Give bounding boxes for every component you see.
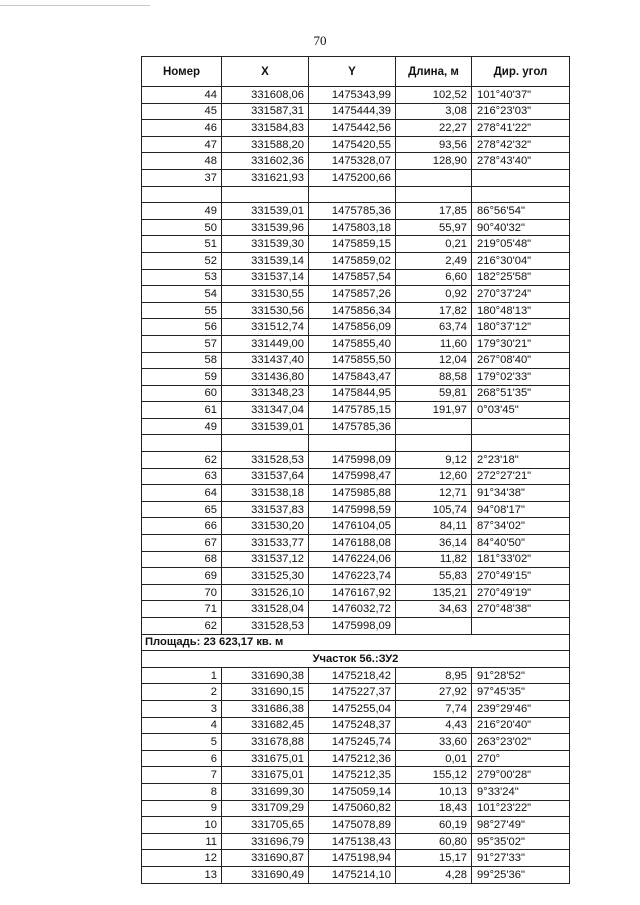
point-number: 56 — [142, 319, 222, 336]
y-coordinate: 1475998,09 — [309, 618, 396, 635]
x-coordinate: 331709,29 — [222, 800, 309, 817]
direction-angle: 2°23'18" — [472, 452, 570, 469]
table-row — [142, 866, 570, 883]
point-number: 68 — [142, 551, 222, 568]
y-coordinate: 1475078,89 — [309, 817, 396, 834]
x-coordinate: 331587,31 — [222, 103, 309, 120]
table-header-row — [142, 57, 570, 87]
table-row — [142, 750, 570, 767]
x-coordinate: 331686,38 — [222, 700, 309, 717]
x-coordinate: 331705,65 — [222, 817, 309, 834]
column-header: Длина, м — [396, 57, 472, 87]
length-value: 4,43 — [396, 717, 472, 734]
point-number: 52 — [142, 252, 222, 269]
x-coordinate: 331539,01 — [222, 418, 309, 435]
y-coordinate: 1475857,26 — [309, 286, 396, 303]
y-coordinate: 1475212,36 — [309, 750, 396, 767]
table-row — [142, 734, 570, 751]
direction-angle: 94°08'17" — [472, 501, 570, 518]
table-row — [142, 385, 570, 402]
point-number: 2 — [142, 684, 222, 701]
length-value: 128,90 — [396, 153, 472, 170]
x-coordinate: 331690,38 — [222, 667, 309, 684]
length-value: 102,52 — [396, 87, 472, 104]
point-number: 69 — [142, 568, 222, 585]
x-coordinate: 331675,01 — [222, 767, 309, 784]
direction-angle: 278°41'22" — [472, 120, 570, 137]
x-coordinate: 331690,15 — [222, 684, 309, 701]
direction-angle: 91°27'33" — [472, 850, 570, 867]
table-row — [142, 153, 570, 170]
table-row — [142, 302, 570, 319]
direction-angle — [472, 186, 570, 203]
table-row — [142, 767, 570, 784]
page-number: 70 — [313, 33, 327, 48]
length-value — [396, 186, 472, 203]
point-number: 70 — [142, 584, 222, 601]
direction-angle: 99°25'36" — [472, 866, 570, 883]
point-number: 64 — [142, 485, 222, 502]
point-number: 46 — [142, 120, 222, 137]
table-row — [142, 535, 570, 552]
length-value: 27,92 — [396, 684, 472, 701]
y-coordinate: 1475227,37 — [309, 684, 396, 701]
section-title: Участок 56.:ЗУ2 — [142, 651, 570, 668]
y-coordinate: 1475855,50 — [309, 352, 396, 369]
y-coordinate: 1475343,99 — [309, 87, 396, 104]
direction-angle: 86°56'54" — [472, 203, 570, 220]
table-row — [142, 833, 570, 850]
y-coordinate: 1475855,40 — [309, 335, 396, 352]
length-value: 11,82 — [396, 551, 472, 568]
x-coordinate: 331678,88 — [222, 734, 309, 751]
point-number: 61 — [142, 402, 222, 419]
table-row — [142, 850, 570, 867]
y-coordinate: 1475857,54 — [309, 269, 396, 286]
length-value: 4,28 — [396, 866, 472, 883]
point-number: 45 — [142, 103, 222, 120]
direction-angle: 90°40'32" — [472, 219, 570, 236]
direction-angle: 91°28'52" — [472, 667, 570, 684]
direction-angle: 216°23'03" — [472, 103, 570, 120]
direction-angle: 216°30'04" — [472, 252, 570, 269]
direction-angle: 278°42'32" — [472, 136, 570, 153]
length-value: 12,04 — [396, 352, 472, 369]
table-row — [142, 286, 570, 303]
direction-angle: 263°23'02" — [472, 734, 570, 751]
point-number: 10 — [142, 817, 222, 834]
y-coordinate: 1475785,15 — [309, 402, 396, 419]
table-row — [142, 203, 570, 220]
y-coordinate: 1475328,07 — [309, 153, 396, 170]
x-coordinate: 331584,83 — [222, 120, 309, 137]
x-coordinate: 331537,14 — [222, 269, 309, 286]
x-coordinate: 331675,01 — [222, 750, 309, 767]
x-coordinate: 331602,36 — [222, 153, 309, 170]
x-coordinate: 331528,53 — [222, 618, 309, 635]
point-number: 65 — [142, 501, 222, 518]
y-coordinate: 1475843,47 — [309, 369, 396, 386]
length-value: 17,85 — [396, 203, 472, 220]
length-value: 55,97 — [396, 219, 472, 236]
point-number: 4 — [142, 717, 222, 734]
direction-angle — [472, 169, 570, 186]
column-header: Номер — [142, 57, 222, 87]
point-number: 58 — [142, 352, 222, 369]
coordinates-table — [141, 56, 570, 884]
direction-angle: 180°37'12" — [472, 319, 570, 336]
length-value: 2,49 — [396, 252, 472, 269]
table-row — [142, 551, 570, 568]
table-row — [142, 169, 570, 186]
direction-angle: 180°48'13" — [472, 302, 570, 319]
direction-angle: 101°23'22" — [472, 800, 570, 817]
x-coordinate: 331449,00 — [222, 335, 309, 352]
x-coordinate: 331682,45 — [222, 717, 309, 734]
area-row — [142, 634, 570, 651]
length-value: 12,71 — [396, 485, 472, 502]
x-coordinate: 331690,87 — [222, 850, 309, 867]
x-coordinate: 331530,55 — [222, 286, 309, 303]
direction-angle: 270°49'19" — [472, 584, 570, 601]
x-coordinate: 331525,30 — [222, 568, 309, 585]
x-coordinate: 331530,56 — [222, 302, 309, 319]
point-number: 44 — [142, 87, 222, 104]
direction-angle: 270°37'24" — [472, 286, 570, 303]
direction-angle: 268°51'35" — [472, 385, 570, 402]
table-row — [142, 800, 570, 817]
length-value: 15,17 — [396, 850, 472, 867]
length-value: 105,74 — [396, 501, 472, 518]
length-value: 17,82 — [396, 302, 472, 319]
direction-angle — [472, 618, 570, 635]
direction-angle: 270° — [472, 750, 570, 767]
length-value: 8,95 — [396, 667, 472, 684]
point-number: 9 — [142, 800, 222, 817]
point-number — [142, 186, 222, 203]
y-coordinate: 1475859,02 — [309, 252, 396, 269]
x-coordinate — [222, 186, 309, 203]
y-coordinate: 1475059,14 — [309, 783, 396, 800]
x-coordinate: 331608,06 — [222, 87, 309, 104]
y-coordinate: 1475998,09 — [309, 452, 396, 469]
point-number: 66 — [142, 518, 222, 535]
table-row — [142, 601, 570, 618]
table-row — [142, 618, 570, 635]
length-value: 60,80 — [396, 833, 472, 850]
table-row — [142, 584, 570, 601]
length-value — [396, 618, 472, 635]
y-coordinate: 1475420,55 — [309, 136, 396, 153]
x-coordinate: 331512,74 — [222, 319, 309, 336]
section-row — [142, 651, 570, 668]
length-value: 34,63 — [396, 601, 472, 618]
x-coordinate: 331696,79 — [222, 833, 309, 850]
x-coordinate: 331539,96 — [222, 219, 309, 236]
length-value: 6,60 — [396, 269, 472, 286]
table-row — [142, 136, 570, 153]
point-number: 3 — [142, 700, 222, 717]
table-row — [142, 103, 570, 120]
table-row — [142, 252, 570, 269]
direction-angle: 0°03'45" — [472, 402, 570, 419]
table-row — [142, 236, 570, 253]
table-row — [142, 402, 570, 419]
point-number: 7 — [142, 767, 222, 784]
direction-angle: 279°00'28" — [472, 767, 570, 784]
direction-angle: 95°35'02" — [472, 833, 570, 850]
direction-angle: 181°33'02" — [472, 551, 570, 568]
length-value: 88,58 — [396, 369, 472, 386]
table-row — [142, 501, 570, 518]
point-number: 63 — [142, 468, 222, 485]
table-row — [142, 485, 570, 502]
table-row — [142, 369, 570, 386]
y-coordinate: 1475248,37 — [309, 717, 396, 734]
y-coordinate: 1475444,39 — [309, 103, 396, 120]
direction-angle: 9°33'24" — [472, 783, 570, 800]
direction-angle: 179°30'21" — [472, 335, 570, 352]
table-row — [142, 335, 570, 352]
y-coordinate: 1475803,18 — [309, 219, 396, 236]
point-number: 8 — [142, 783, 222, 800]
x-coordinate: 331690,49 — [222, 866, 309, 883]
length-value: 11,60 — [396, 335, 472, 352]
point-number: 59 — [142, 369, 222, 386]
table-row — [142, 717, 570, 734]
point-number: 11 — [142, 833, 222, 850]
table-row — [142, 468, 570, 485]
direction-angle: 91°34'38" — [472, 485, 570, 502]
y-coordinate: 1476032,72 — [309, 601, 396, 618]
point-number: 54 — [142, 286, 222, 303]
point-number: 55 — [142, 302, 222, 319]
length-value: 155,12 — [396, 767, 472, 784]
length-value: 55,83 — [396, 568, 472, 585]
x-coordinate: 331699,30 — [222, 783, 309, 800]
direction-angle: 182°25'58" — [472, 269, 570, 286]
point-number: 5 — [142, 734, 222, 751]
length-value: 0,21 — [396, 236, 472, 253]
y-coordinate: 1475212,35 — [309, 767, 396, 784]
y-coordinate: 1476188,08 — [309, 535, 396, 552]
direction-angle: 97°45'35" — [472, 684, 570, 701]
table-row — [142, 352, 570, 369]
length-value: 12,60 — [396, 468, 472, 485]
length-value: 60,19 — [396, 817, 472, 834]
point-number — [142, 435, 222, 452]
direction-angle: 216°20'40" — [472, 717, 570, 734]
table-row — [142, 783, 570, 800]
x-coordinate: 331588,20 — [222, 136, 309, 153]
y-coordinate: 1475859,15 — [309, 236, 396, 253]
y-coordinate: 1475998,59 — [309, 501, 396, 518]
x-coordinate: 331539,30 — [222, 236, 309, 253]
y-coordinate — [309, 435, 396, 452]
length-value: 84,11 — [396, 518, 472, 535]
x-coordinate: 331526,10 — [222, 584, 309, 601]
length-value: 191,97 — [396, 402, 472, 419]
y-coordinate: 1476104,05 — [309, 518, 396, 535]
x-coordinate: 331348,23 — [222, 385, 309, 402]
x-coordinate: 331537,83 — [222, 501, 309, 518]
y-coordinate: 1475856,09 — [309, 319, 396, 336]
direction-angle: 84°40'50" — [472, 535, 570, 552]
x-coordinate: 331539,01 — [222, 203, 309, 220]
y-coordinate: 1475214,10 — [309, 866, 396, 883]
point-number: 50 — [142, 219, 222, 236]
direction-angle: 219°05'48" — [472, 236, 570, 253]
table-row — [142, 87, 570, 104]
length-value: 63,74 — [396, 319, 472, 336]
point-number: 62 — [142, 618, 222, 635]
direction-angle — [472, 435, 570, 452]
y-coordinate: 1475844,95 — [309, 385, 396, 402]
point-number: 48 — [142, 153, 222, 170]
point-number: 62 — [142, 452, 222, 469]
point-number: 60 — [142, 385, 222, 402]
length-value — [396, 169, 472, 186]
column-header: X — [222, 57, 309, 87]
table-row — [142, 319, 570, 336]
x-coordinate: 331537,64 — [222, 468, 309, 485]
x-coordinate: 331621,93 — [222, 169, 309, 186]
point-number: 12 — [142, 850, 222, 867]
length-value: 3,08 — [396, 103, 472, 120]
column-header: Дир. угол — [472, 57, 570, 87]
direction-angle: 267°08'40" — [472, 352, 570, 369]
table-row — [142, 418, 570, 435]
table-row — [142, 700, 570, 717]
table-row — [142, 219, 570, 236]
table-row — [142, 452, 570, 469]
table-body-part-1 — [142, 87, 570, 635]
length-value: 10,13 — [396, 783, 472, 800]
table-row — [142, 435, 570, 452]
direction-angle: 272°27'21" — [472, 468, 570, 485]
table-row — [142, 269, 570, 286]
length-value: 0,92 — [396, 286, 472, 303]
table-row — [142, 667, 570, 684]
x-coordinate: 331530,20 — [222, 518, 309, 535]
point-number: 6 — [142, 750, 222, 767]
table-row — [142, 186, 570, 203]
top-decorative-line — [0, 0, 150, 6]
x-coordinate: 331528,53 — [222, 452, 309, 469]
direction-angle — [472, 418, 570, 435]
length-value: 59,81 — [396, 385, 472, 402]
point-number: 51 — [142, 236, 222, 253]
length-value: 36,14 — [396, 535, 472, 552]
point-number: 49 — [142, 203, 222, 220]
y-coordinate: 1475218,42 — [309, 667, 396, 684]
table-body-part-2 — [142, 667, 570, 883]
column-header: Y — [309, 57, 396, 87]
length-value: 0,01 — [396, 750, 472, 767]
x-coordinate: 331538,18 — [222, 485, 309, 502]
point-number: 53 — [142, 269, 222, 286]
y-coordinate: 1476223,74 — [309, 568, 396, 585]
x-coordinate — [222, 435, 309, 452]
y-coordinate: 1475255,04 — [309, 700, 396, 717]
point-number: 67 — [142, 535, 222, 552]
table-row — [142, 568, 570, 585]
length-value: 135,21 — [396, 584, 472, 601]
table-row — [142, 120, 570, 137]
length-value — [396, 418, 472, 435]
direction-angle: 278°43'40" — [472, 153, 570, 170]
y-coordinate: 1475200,66 — [309, 169, 396, 186]
direction-angle: 87°34'02" — [472, 518, 570, 535]
x-coordinate: 331537,12 — [222, 551, 309, 568]
y-coordinate — [309, 186, 396, 203]
y-coordinate: 1475245,74 — [309, 734, 396, 751]
direction-angle: 270°48'38" — [472, 601, 570, 618]
point-number: 71 — [142, 601, 222, 618]
point-number: 57 — [142, 335, 222, 352]
table-summary — [142, 634, 570, 667]
y-coordinate: 1475785,36 — [309, 418, 396, 435]
point-number: 47 — [142, 136, 222, 153]
x-coordinate: 331436,80 — [222, 369, 309, 386]
point-number: 13 — [142, 866, 222, 883]
direction-angle: 101°40'37" — [472, 87, 570, 104]
x-coordinate: 331528,04 — [222, 601, 309, 618]
length-value: 33,60 — [396, 734, 472, 751]
y-coordinate: 1476224,06 — [309, 551, 396, 568]
direction-angle: 270°49'15" — [472, 568, 570, 585]
x-coordinate: 331347,04 — [222, 402, 309, 419]
y-coordinate: 1475138,43 — [309, 833, 396, 850]
x-coordinate: 331533,77 — [222, 535, 309, 552]
x-coordinate: 331539,14 — [222, 252, 309, 269]
y-coordinate: 1475785,36 — [309, 203, 396, 220]
y-coordinate: 1475998,47 — [309, 468, 396, 485]
length-value: 93,56 — [396, 136, 472, 153]
y-coordinate: 1475442,56 — [309, 120, 396, 137]
y-coordinate: 1475198,94 — [309, 850, 396, 867]
length-value: 9,12 — [396, 452, 472, 469]
length-value: 18,43 — [396, 800, 472, 817]
point-number: 37 — [142, 169, 222, 186]
table-row — [142, 817, 570, 834]
x-coordinate: 331437,40 — [222, 352, 309, 369]
point-number: 49 — [142, 418, 222, 435]
area-label: Площадь: 23 623,17 кв. м — [142, 634, 570, 651]
direction-angle: 179°02'33" — [472, 369, 570, 386]
table-row — [142, 684, 570, 701]
direction-angle: 239°29'46" — [472, 700, 570, 717]
y-coordinate: 1475060,82 — [309, 800, 396, 817]
y-coordinate: 1475985,88 — [309, 485, 396, 502]
y-coordinate: 1475856,34 — [309, 302, 396, 319]
y-coordinate: 1476167,92 — [309, 584, 396, 601]
direction-angle: 98°27'49" — [472, 817, 570, 834]
length-value: 22,27 — [396, 120, 472, 137]
point-number: 1 — [142, 667, 222, 684]
length-value: 7,74 — [396, 700, 472, 717]
length-value — [396, 435, 472, 452]
table-row — [142, 518, 570, 535]
